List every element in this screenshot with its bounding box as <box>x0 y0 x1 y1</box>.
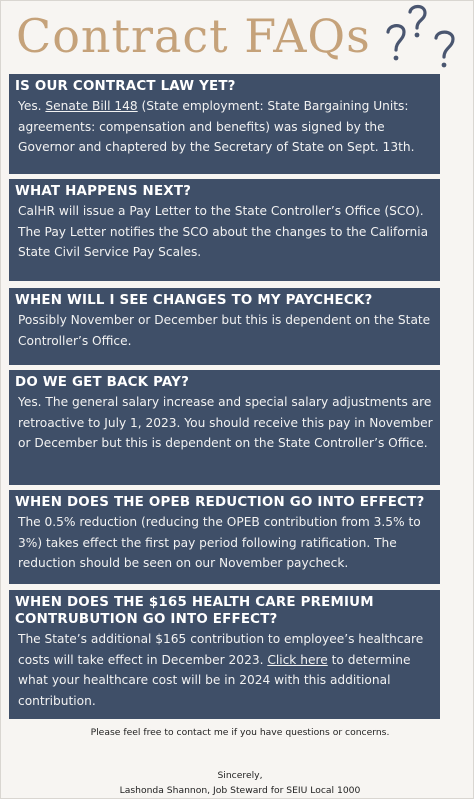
faq-question: WHEN WILL I SEE CHANGES TO MY PAYCHECK? <box>15 293 373 308</box>
faq-answer: The State’s additional $165 contribution to employee’s healthcare costs will take effect in December 2023. Click here to determine what your healthcare cost will be in 2024 with this additional contribution. <box>18 632 424 708</box>
faq-card-contract-law <box>9 74 440 174</box>
faq-answer: Yes. Senate Bill 148 (State employment: State Bargaining Units: agreements: compensation and benefits) was signed by the Governor and chaptered by the Secretary of State on Sept. 13th. <box>18 99 415 154</box>
question-marks-icon <box>384 2 470 72</box>
faq-card-what-next <box>9 179 440 281</box>
faq-question: IS OUR CONTRACT LAW YET? <box>15 79 236 94</box>
faq-question: WHAT HAPPENS NEXT? <box>15 184 192 199</box>
faq-card-opeb-reduction <box>9 490 440 584</box>
faq-card-back-pay <box>9 370 440 485</box>
faq-answer: Possibly November or December but this is dependent on the State Controller’s Office. <box>18 313 431 348</box>
faq-answer: Yes. The general salary increase and special salary adjustments are retroactive to July 1, 2023. You should receive this pay in November or December but this is dependent on the State Controller’s Office. <box>18 395 433 450</box>
faq-question: DO WE GET BACK PAY? <box>15 375 190 390</box>
faq-question: WHEN DOES THE $165 HEALTH CARE PREMIUM CONTRUBUTION GO INTO EFFECT? <box>15 595 374 627</box>
footer-closing: Sincerely, <box>217 770 263 781</box>
faq-question: WHEN DOES THE OPEB REDUCTION GO INTO EFFECT? <box>15 495 425 510</box>
footer-signature: Lashonda Shannon, Job Steward for SEIU Local 1000 <box>119 785 361 796</box>
faq-card-paycheck-changes <box>9 288 440 365</box>
page-title: Contract FAQs <box>16 9 371 63</box>
faq-card-health-premium <box>9 590 440 719</box>
faq-answer: The 0.5% reduction (reducing the OPEB contribution from 3.5% to 3%) takes effect the first pay period following ratification. The reduction should be seen on our November paycheck. <box>18 515 421 570</box>
footer-contact: Please feel free to contact me if you have questions or concerns. <box>90 727 390 738</box>
senate-bill-link[interactable]: Senate Bill 148 <box>45 99 138 113</box>
faq-answer: CalHR will issue a Pay Letter to the State Controller’s Office (SCO). The Pay Letter notifies the SCO about the changes to the California State Civil Service Pay Scales. <box>18 204 429 259</box>
click-here-link[interactable]: Click here <box>267 652 328 667</box>
